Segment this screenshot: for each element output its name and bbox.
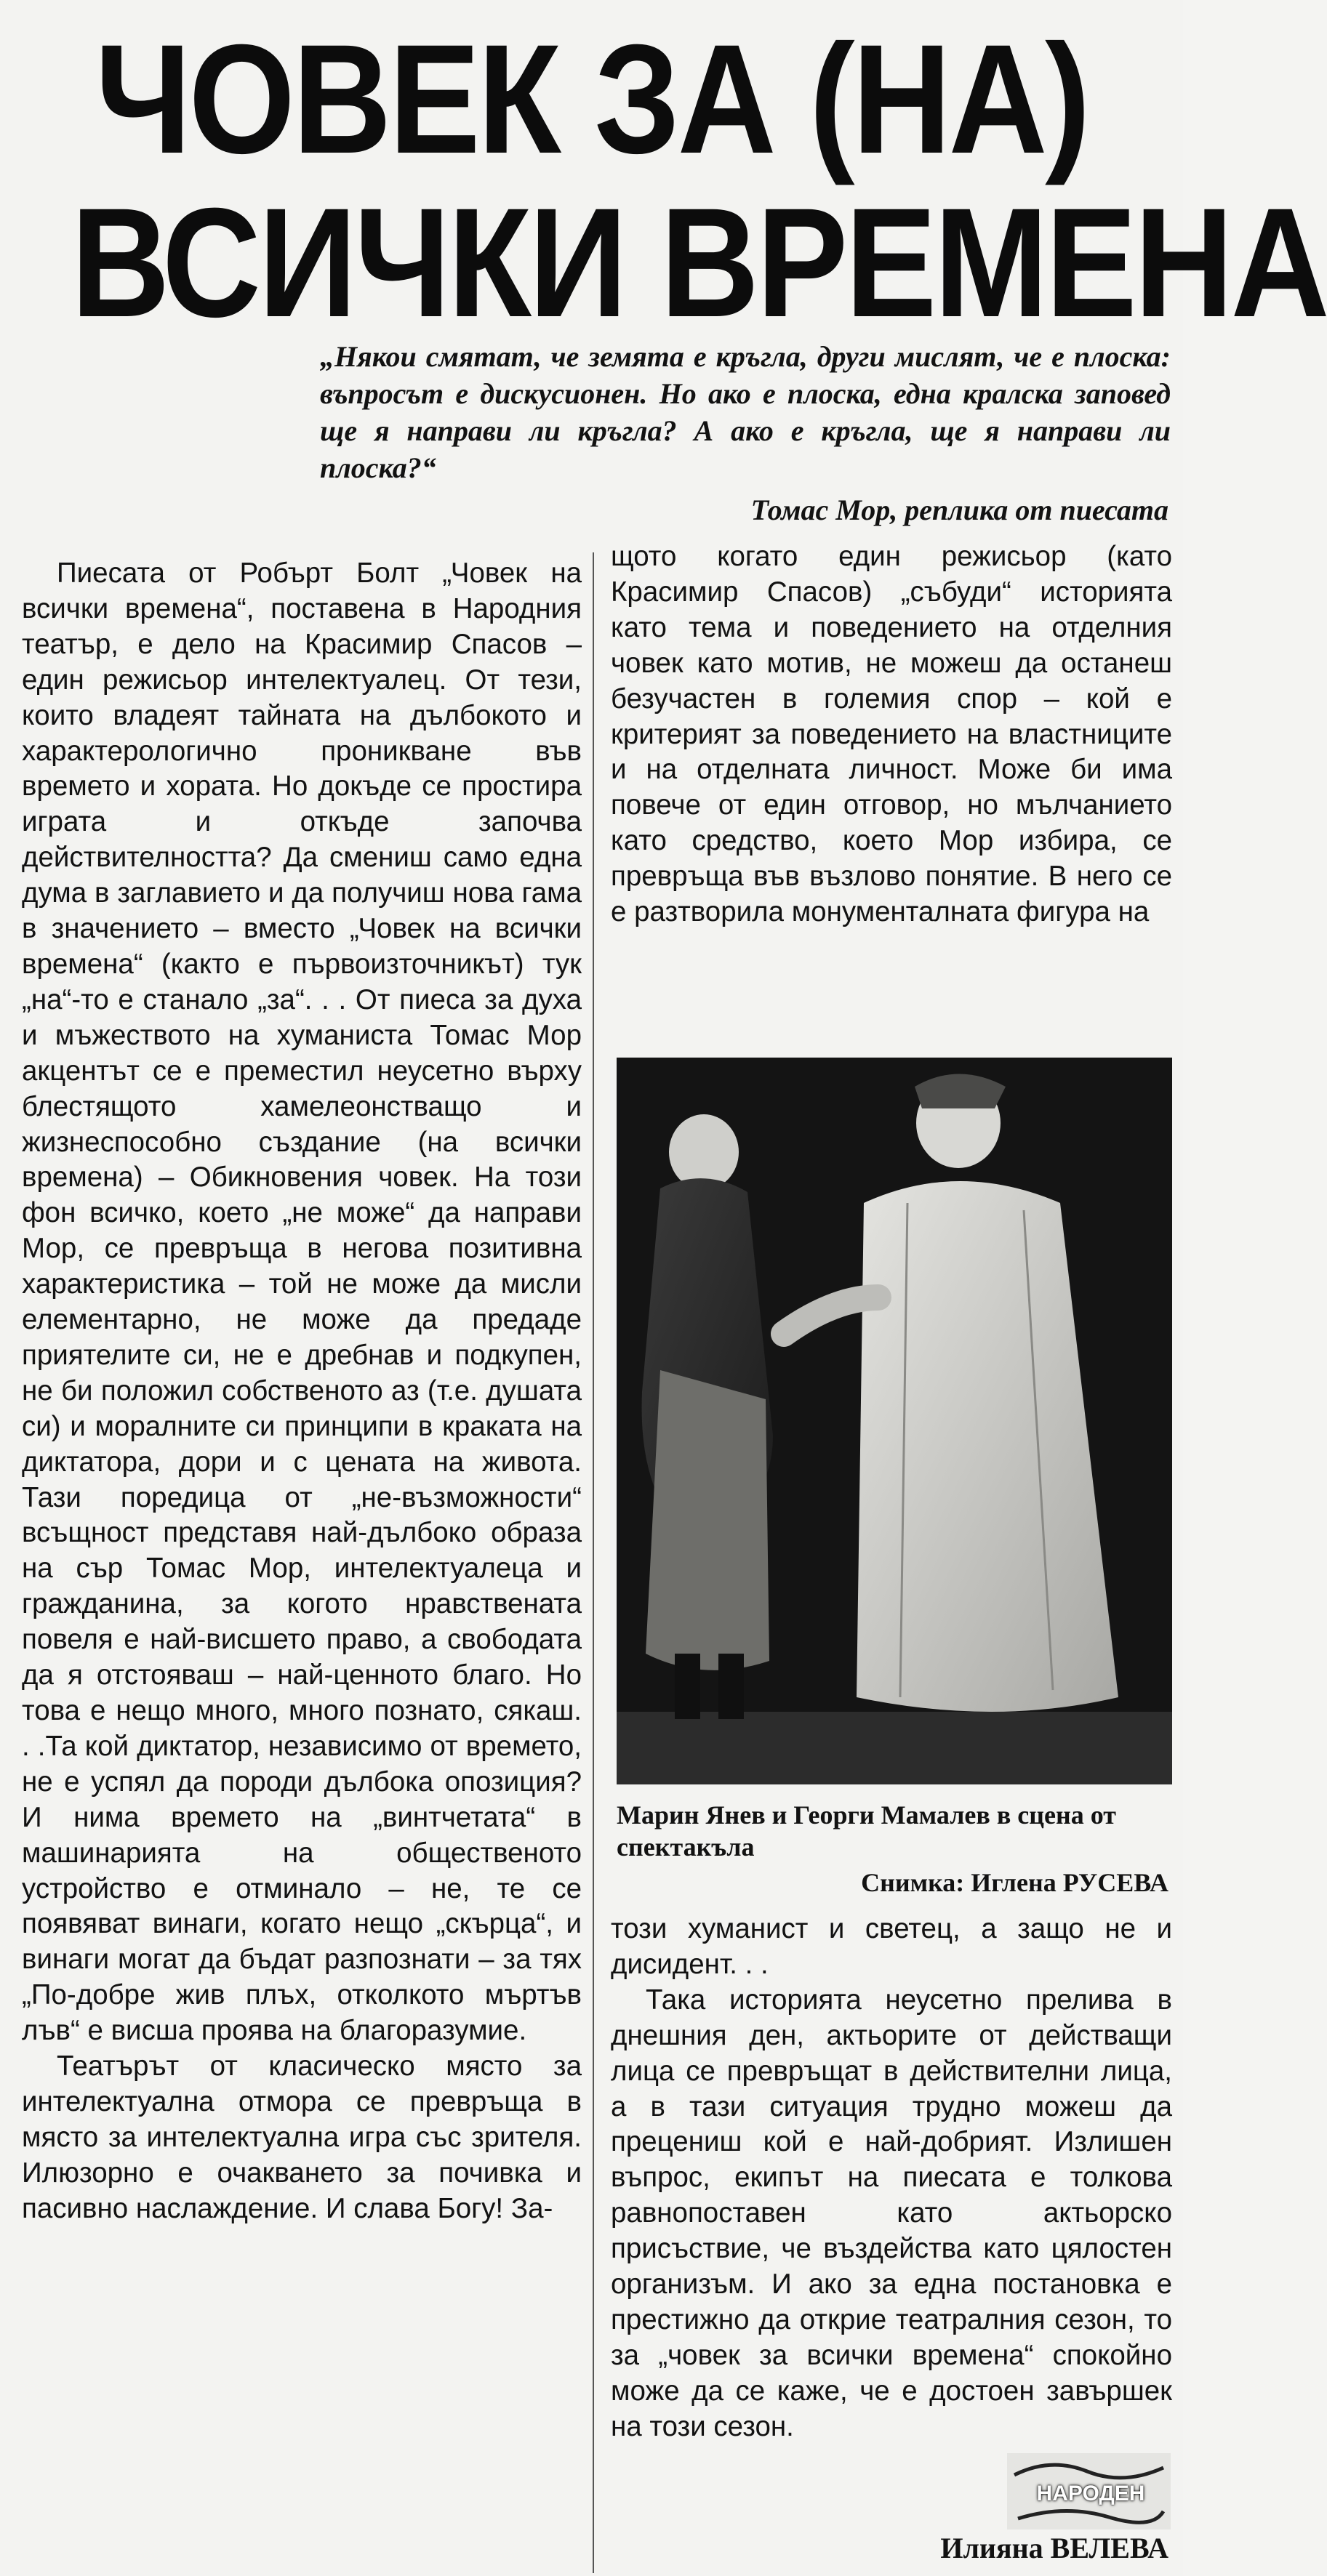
epigraph-quote: „Някои смятат, че земята е кръгла, други мислят, че е плоска: въпросът е дискусионен. Но ако е плоска, една кралска заповед ще я направи ли кръгла? А ако е кръгла, ще я направи ли плоска?“ xyxy=(320,340,1171,484)
headline-line-1: ЧОВЕК ЗА (НА) xyxy=(95,12,1089,186)
article-right-column-top xyxy=(611,539,1172,930)
article-left-column xyxy=(22,556,582,2227)
article-paragraph: Пиесата от Робърт Болт „Човек на всички времена“, поставена в Народния театър, е дело на Красимир Спасов – един режисьор интелектуалец. От тези, които владеят тайната на дълбокото и характерологично проникване във времето и хората. Но докъде се простира играта и откъде започва действителността? Да смениш само една дума в заглавието и да получиш нова гама в значението – вместо „Човек на всички времена“ (както е първоизточникът) тук „на“-то е станало „за“. . . От пиеса за духа и мъжеството на хуманиста Томас Мор акцентът се е преместил неусетно върху блестящото хамелеонстващо и жизнеспособно създание (на всички времена) – Обикновения човек. На този фон всичко, което „не може“ да направи Мор, се превръща в негова позитивна характеристика – той не може да мисли елементарно, не може да предаде приятелите си, не е дребнав и подкупен, не би положил собственото аз (т.е. душата си) и моралните си принципи в краката на диктатора, дори и с цената на живота. Тази поредица от „не-възможности“ всъщност представя най-дълбоко образа на сър Томас Мор, интелектуалеца и гражданина, за когото нравствената повеля е най-висшето право, а свободата да я отстояваш – най-ценното благо. Но това е нещо много, много познато, сякаш. . .Та кой диктатор, независимо от времето, не е успял да породи дълбока опозиция? И нима времето на „винтчетата“ в машинарията на общественото устройство е отминало – не, те се появяват винаги, когато нещо „скърца“, и винаги могат да бъдат разпознати – за тях „По-добре жив плъх, отколкото мъртъв лъв“ е висша проява на благоразумие. xyxy=(22,558,582,2047)
epigraph-author: Томас Мор, реплика от пиесата xyxy=(750,494,1168,526)
headline-line-2: ВСИЧКИ ВРЕМЕНА xyxy=(71,176,1327,350)
column-divider xyxy=(593,552,594,2573)
article-byline: Илияна ВЕЛЕВА xyxy=(940,2532,1168,2564)
stage-photo-illustration xyxy=(617,1058,1172,1784)
photo-caption: Марин Янев и Георги Мамалев в сцена от спектакъла xyxy=(617,1800,1116,1861)
photo-credit: Снимка: Иглена РУСЕВА xyxy=(861,1868,1168,1897)
article-paragraph: щото когато един режисьор (като Красимир Спасов) „събуди“ историята като тема и поведението на отделния човек като мотив, не можеш да останеш безучастен в големия спор – кой е критерият за поведението на властниците и на отделната личност. Може би има повече от един отговор, но мълчанието като средство, което Мор избира, се превръща във възлово понятие. В него се е разтворила монументалната фигура на xyxy=(611,541,1172,928)
publisher-stamp-text: НАРОДЕН xyxy=(1036,2482,1145,2505)
article-right-column-bottom xyxy=(611,1912,1172,2445)
stage-photo xyxy=(617,1058,1172,1784)
article-paragraph: Театърът от класическо място за интелектуална отмора се превръща в място за интелектуална игра със зрителя. Илюзорно е очакването за почивка и пасивно наслаждение. И слава Богу! За- xyxy=(22,2050,582,2224)
article-paragraph: Така историята неусетно прелива в днешния ден, актьорите от действащи лица се превръщат в действителни лица, а в тази ситуация трудно можеш да прецениш кой е най-добрият. Излишен въпрос, екипът на пиесата е толкова равнопоставен като актьорско присъствие, че въздейства като цялостен организъм. И ако за една постановка е престижно да открие театралния сезон, то за „човек за всички времена“ спокойно може да се каже, че е достоен завършек на този сезон. xyxy=(611,1984,1172,2442)
article-paragraph: този хуманист и светец, а защо не и дисидент. . . xyxy=(611,1913,1172,1980)
